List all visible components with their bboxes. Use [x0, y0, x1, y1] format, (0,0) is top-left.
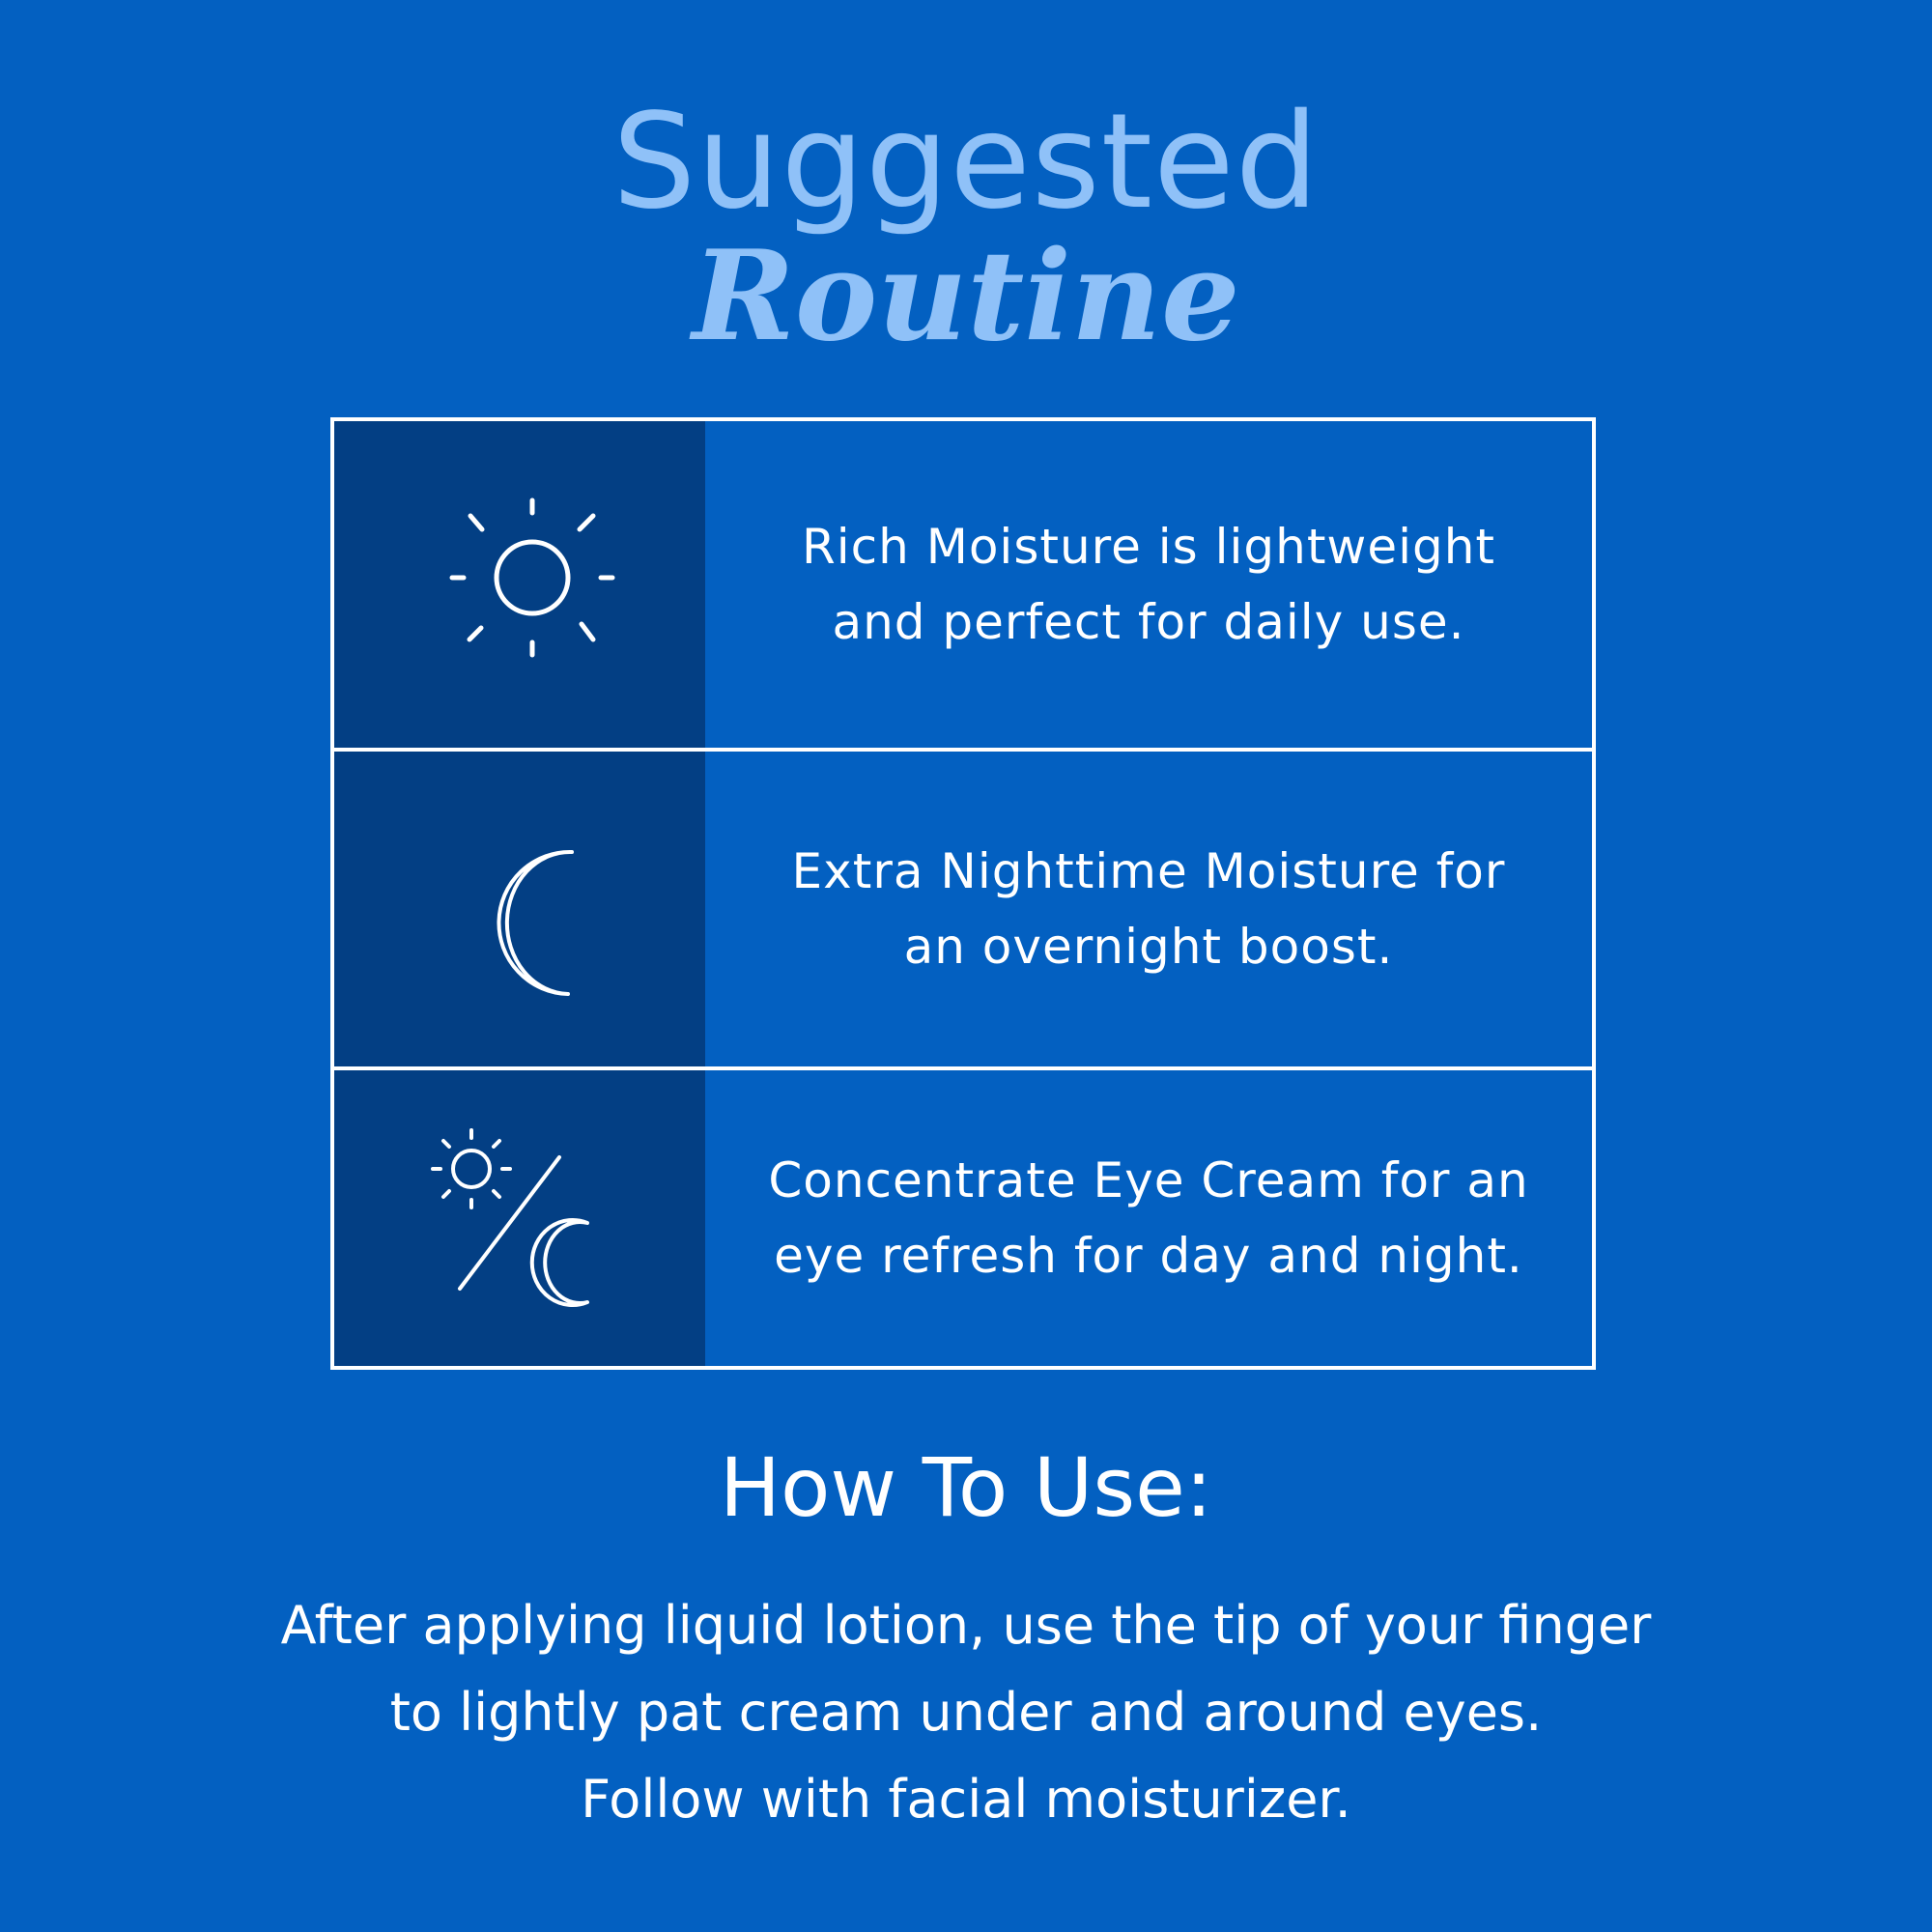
moon-icon — [334, 752, 705, 1066]
routine-row-day-night-line2: eye refresh for day and night. — [774, 1228, 1523, 1284]
routine-row-night-line1: Extra Nighttime Moisture for — [791, 843, 1506, 899]
sun-icon — [334, 421, 705, 748]
routine-row-day-line2: and perfect for daily use. — [832, 594, 1465, 650]
routine-row-night-text — [705, 752, 1592, 1066]
title-routine: Routine — [692, 224, 1240, 369]
how-to-use-instructions — [193, 1582, 1739, 1843]
routine-row-day-night — [334, 1070, 1592, 1366]
routine-row-day-night-line1: Concentrate Eye Cream for an — [768, 1152, 1529, 1208]
routine-row-night — [334, 752, 1592, 1066]
routine-row-day — [334, 421, 1592, 748]
how-to-use-line: After applying liquid lotion, use the tip of your finger — [280, 1595, 1652, 1656]
routine-row-day-night-text — [705, 1070, 1592, 1366]
routine-row-day-text — [705, 421, 1592, 748]
icon-panel-day-night — [334, 1070, 705, 1366]
how-to-use-line: Follow with facial moisturizer. — [581, 1769, 1351, 1830]
how-to-use-line: to lightly pat cream under and around eyes. — [389, 1682, 1543, 1743]
icon-panel-night — [334, 752, 705, 1066]
how-to-use-title: How To Use: — [719, 1440, 1213, 1535]
sun-moon-icon — [334, 1070, 705, 1366]
title-suggested: Suggested — [611, 86, 1321, 239]
icon-panel-day — [334, 421, 705, 748]
routine-row-night-line2: an overnight boost. — [903, 919, 1394, 975]
routine-table — [330, 417, 1596, 1370]
routine-row-day-line1: Rich Moisture is lightweight — [801, 519, 1495, 575]
